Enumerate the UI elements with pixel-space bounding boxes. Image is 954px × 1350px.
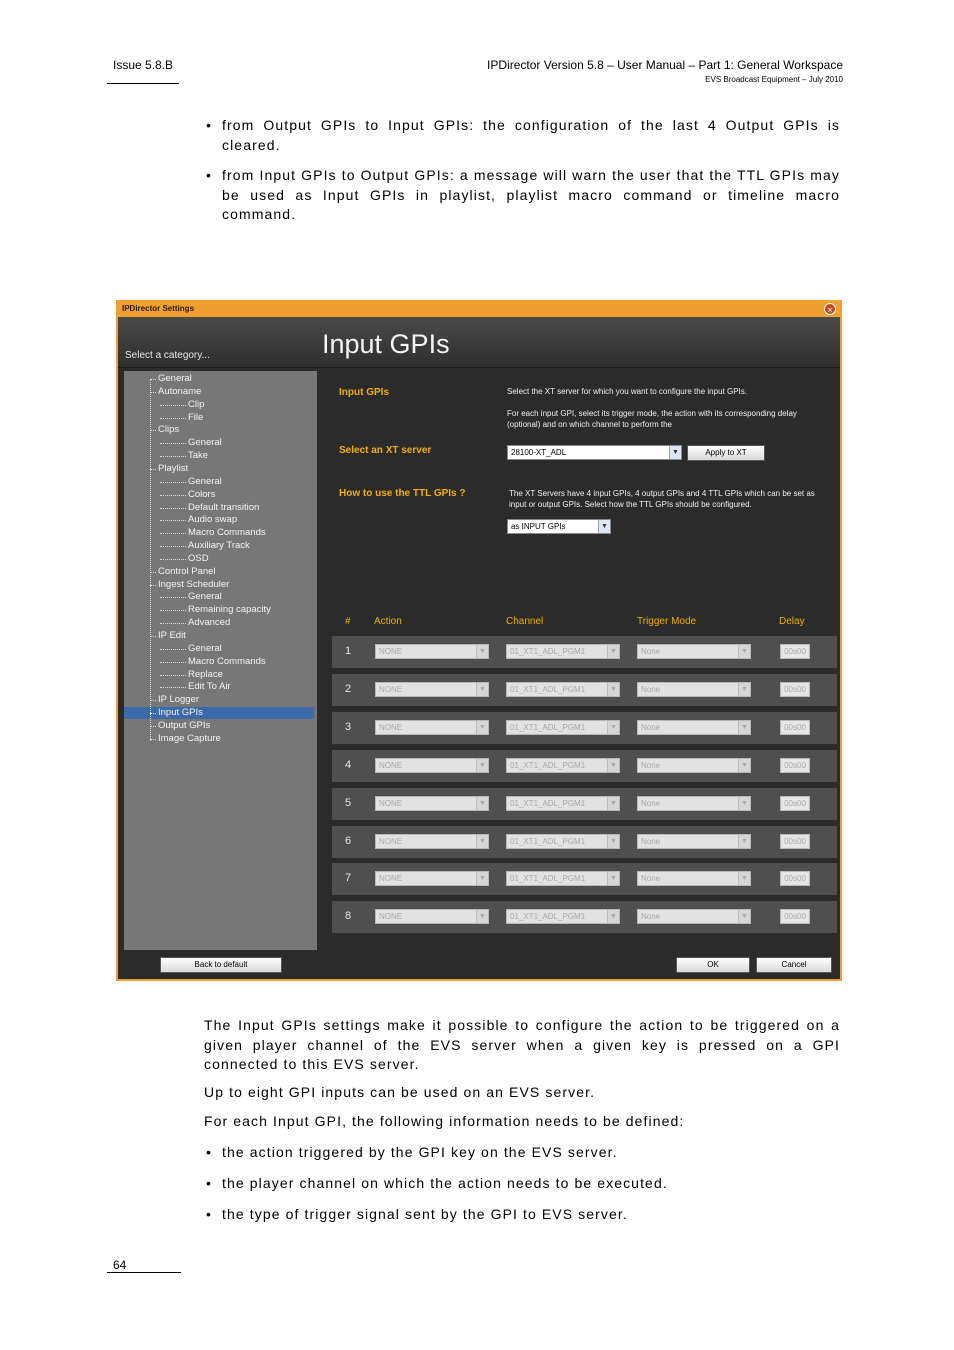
action-select-value: NONE: [379, 912, 403, 922]
tree-item[interactable]: Playlist: [158, 462, 189, 474]
channel-select-value: 01_XT1_ADL_PGM1: [510, 760, 586, 770]
tree-item[interactable]: Image Capture: [158, 732, 221, 744]
section-description-2: For each input GPI, select its trigger mode, the action with its corresponding delay (optional) and on which channel to perform the: [507, 409, 797, 429]
tree-connector: [160, 649, 186, 650]
chevron-down-icon: ▼: [607, 721, 619, 734]
gpi-number: 5: [345, 796, 352, 809]
button-bar: [118, 951, 840, 979]
channel-select-value: 01_XT1_ADL_PGM1: [510, 722, 586, 732]
tree-item[interactable]: General: [188, 475, 222, 487]
tree-connector: [160, 456, 186, 457]
chevron-down-icon: ▼: [607, 910, 619, 923]
trigger-mode-select[interactable]: [637, 909, 751, 924]
action-select[interactable]: [375, 644, 489, 659]
tree-connector: [160, 495, 186, 496]
header-rule: [107, 83, 179, 84]
chevron-down-icon: ▼: [476, 721, 488, 734]
chevron-down-icon: ▼: [738, 872, 750, 885]
trigger-mode-select[interactable]: [637, 796, 751, 811]
chevron-down-icon: ▼: [476, 872, 488, 885]
close-icon[interactable]: ×: [824, 303, 836, 315]
chevron-down-icon: ▼: [476, 910, 488, 923]
gpi-number: 7: [345, 872, 352, 885]
chevron-down-icon: ▼: [476, 759, 488, 772]
server-select[interactable]: [507, 445, 682, 460]
chevron-down-icon: ▼: [738, 683, 750, 696]
tree-item[interactable]: General: [188, 591, 222, 603]
footer-rule: [107, 1272, 181, 1273]
action-select-value: NONE: [379, 874, 403, 884]
chevron-down-icon: ▼: [738, 910, 750, 923]
intro-bullet-2: • from Input GPIs to Output GPIs: a message will warn the user that the TTL GPIs may be used as Input GPIs in playlist, playlist macro command or timeline macro command.: [204, 166, 840, 225]
tree-connector: [160, 405, 186, 406]
channel-select[interactable]: [506, 796, 620, 811]
tree-item[interactable]: Audio swap: [188, 514, 238, 526]
gpi-number: 3: [345, 720, 352, 733]
gpi-row: [332, 863, 837, 895]
chevron-down-icon: ▼: [607, 797, 619, 810]
action-select[interactable]: [375, 834, 489, 849]
settings-window: [116, 300, 842, 981]
channel-select-value: 01_XT1_ADL_PGM1: [510, 684, 586, 694]
body-paragraph-3: For each Input GPI, the following information needs to be defined:: [204, 1113, 685, 1129]
channel-select-value: 01_XT1_ADL_PGM1: [510, 912, 586, 922]
tree-connector: [160, 482, 186, 483]
action-select[interactable]: [375, 796, 489, 811]
chevron-down-icon: ▼: [738, 835, 750, 848]
gpi-number: 8: [345, 910, 352, 923]
chevron-down-icon: ▼: [476, 797, 488, 810]
tree-item[interactable]: IP Edit: [158, 630, 186, 641]
channel-select[interactable]: [506, 909, 620, 924]
category-tree[interactable]: [124, 371, 317, 950]
channel-select[interactable]: [506, 720, 620, 735]
tree-connector: [160, 418, 186, 419]
action-select-value: NONE: [379, 684, 403, 694]
header-band: [118, 317, 840, 368]
gpi-row: [332, 674, 837, 706]
tree-item[interactable]: Take: [188, 450, 209, 462]
tree-item[interactable]: Clip: [188, 398, 205, 410]
chevron-down-icon: ▼: [738, 721, 750, 734]
action-select[interactable]: [375, 682, 489, 697]
tree-connector: [160, 675, 186, 676]
settings-panel: [329, 368, 840, 951]
gpi-row: [332, 826, 837, 858]
trigger-mode-select-value: None: [641, 912, 661, 922]
trigger-mode-select[interactable]: [637, 834, 751, 849]
ttl-select[interactable]: [507, 519, 611, 534]
tree-connector: [160, 687, 186, 688]
chevron-down-icon: ▼: [598, 520, 610, 533]
section-description-1: Select the XT server for which you want to configure the input GPIs.: [507, 387, 747, 396]
delay-input[interactable]: 00s00: [780, 644, 810, 659]
trigger-mode-select[interactable]: [637, 644, 751, 659]
body-paragraph-1: The Input GPIs settings make it possible to configure the action to be triggered on a given player channel of the EVS server when a given key is pressed on a GPI connected to this EVS server.: [204, 1017, 840, 1072]
trigger-mode-select-value: None: [641, 798, 661, 808]
channel-select[interactable]: [506, 834, 620, 849]
tree-item[interactable]: Clips: [158, 424, 180, 436]
channel-select[interactable]: [506, 644, 620, 659]
gpi-row: [332, 788, 837, 820]
column-header-trigger-mode: Trigger Mode: [637, 616, 697, 627]
trigger-mode-select-value: None: [641, 647, 661, 656]
tree-item[interactable]: Input GPIs: [124, 707, 314, 719]
channel-select-value: 01_XT1_ADL_PGM1: [510, 874, 586, 884]
chevron-down-icon: ▼: [607, 872, 619, 885]
window-title: IPDirector Settings: [122, 304, 195, 313]
delay-input[interactable]: 00s00: [780, 682, 810, 697]
trigger-mode-select[interactable]: [637, 758, 751, 773]
intro-bullet-1: • from Output GPIs to Input GPIs: the configuration of the last 4 Output GPIs is cleared.: [204, 116, 840, 155]
delay-input[interactable]: 00s00: [780, 909, 810, 924]
action-select-value: NONE: [379, 798, 403, 808]
trigger-mode-select-value: None: [641, 836, 661, 846]
tree-connector: [160, 610, 186, 611]
category-prompt: Select a category...: [125, 350, 210, 361]
gpi-number: 4: [345, 758, 352, 771]
gpi-number: 2: [345, 682, 352, 695]
chevron-down-icon: ▼: [738, 759, 750, 772]
gpi-row: [332, 712, 837, 744]
page-number: 64: [113, 1258, 127, 1272]
ttl-description: The XT Servers have 4 input GPIs, 4 output GPIs and 4 TTL GPIs which can be set as input or output GPIs. Select how the TTL GPIs should be configured.: [509, 489, 815, 509]
tree-item[interactable]: OSD: [188, 552, 209, 564]
delay-input[interactable]: 00s00: [780, 720, 810, 735]
ttl-select-value: as INPUT GPIs: [511, 522, 566, 531]
tree-item[interactable]: Advanced: [188, 617, 231, 629]
body-bullet-2: • the player channel on which the action needs to be executed.: [204, 1174, 840, 1194]
tree-item[interactable]: IP Logger: [158, 694, 200, 706]
trigger-mode-select[interactable]: [637, 871, 751, 886]
chevron-down-icon: ▼: [607, 683, 619, 696]
gpi-row: [332, 636, 837, 668]
chevron-down-icon: ▼: [607, 645, 619, 658]
chevron-down-icon: ▼: [738, 797, 750, 810]
tree-item[interactable]: Macro Commands: [188, 527, 266, 539]
trigger-mode-select[interactable]: [637, 682, 751, 697]
action-select-value: NONE: [379, 760, 403, 770]
delay-input[interactable]: 00s00: [780, 758, 810, 773]
trigger-mode-select-value: None: [641, 722, 661, 732]
tree-item[interactable]: Control Panel: [158, 565, 216, 577]
gpi-row: [332, 750, 837, 782]
trigger-mode-select-value: None: [641, 760, 661, 770]
column-header-channel: Channel: [506, 616, 544, 627]
gpi-number: 6: [345, 834, 352, 847]
channel-select-value: 01_XT1_ADL_PGM1: [510, 836, 586, 846]
tree-item[interactable]: Colors: [188, 488, 216, 500]
tree-item[interactable]: File: [188, 411, 204, 423]
page-title: Input GPIs: [322, 329, 450, 359]
channel-select[interactable]: [506, 682, 620, 697]
tree-item[interactable]: General: [188, 437, 222, 449]
tree-item[interactable]: Output GPIs: [158, 719, 211, 731]
chevron-down-icon: ▼: [669, 446, 681, 459]
chevron-down-icon: ▼: [738, 645, 750, 658]
column-header-num: #: [345, 616, 351, 627]
action-select[interactable]: [375, 720, 489, 735]
apply-to-xt-button[interactable]: Apply to XT: [687, 445, 765, 461]
trigger-mode-select-value: None: [641, 684, 661, 694]
tree-connector: [160, 623, 186, 624]
tree-item[interactable]: Remaining capacity: [188, 604, 271, 616]
column-header-delay: Delay: [779, 616, 805, 627]
tree-connector: [160, 533, 186, 534]
body-paragraph-2: Up to eight GPI inputs can be used on an EVS server.: [204, 1084, 596, 1100]
tree-item[interactable]: Default transition: [188, 501, 260, 513]
chevron-down-icon: ▼: [607, 835, 619, 848]
delay-input[interactable]: 00s00: [780, 834, 810, 849]
action-select-value: NONE: [379, 647, 403, 656]
tree-trunk-line: [150, 379, 151, 741]
delay-input[interactable]: 00s00: [780, 871, 810, 886]
delay-input[interactable]: 00s00: [780, 796, 810, 811]
tree-connector: [160, 546, 186, 547]
ttl-label: How to use the TTL GPIs ?: [339, 488, 466, 499]
issue-label: Issue 5.8.B: [113, 58, 174, 72]
trigger-mode-select[interactable]: [637, 720, 751, 735]
ok-button[interactable]: OK: [676, 957, 750, 973]
channel-select[interactable]: [506, 871, 620, 886]
tree-connector: [160, 662, 186, 663]
channel-select-value: 01_XT1_ADL_PGM1: [510, 798, 586, 808]
tree-item[interactable]: Macro Commands: [188, 655, 266, 667]
tree-connector: [160, 508, 186, 509]
back-to-default-button[interactable]: Back to default: [160, 957, 282, 973]
cancel-button[interactable]: Cancel: [756, 957, 832, 973]
chevron-down-icon: ▼: [476, 835, 488, 848]
document-subtitle: EVS Broadcast Equipment – July 2010: [705, 75, 843, 84]
channel-select[interactable]: [506, 758, 620, 773]
gpi-row: [332, 901, 837, 933]
tree-item[interactable]: Edit To Air: [188, 681, 231, 693]
tree-item[interactable]: Auxiliary Track: [188, 540, 250, 552]
tree-item[interactable]: Replace: [188, 668, 223, 680]
section-label: Input GPIs: [339, 387, 389, 398]
column-header-action: Action: [374, 616, 402, 627]
tree-item[interactable]: Autoname: [158, 385, 202, 397]
document-title: IPDirector Version 5.8 – User Manual – Part 1: General Workspace: [487, 58, 843, 72]
tree-item[interactable]: General: [188, 642, 222, 654]
action-select[interactable]: [375, 909, 489, 924]
tree-connector: [160, 597, 186, 598]
tree-connector: [160, 520, 186, 521]
action-select-value: NONE: [379, 836, 403, 846]
window-titlebar: [118, 302, 840, 317]
gpi-number: 1: [345, 645, 352, 657]
body-bullet-3: • the type of trigger signal sent by the GPI to EVS server.: [204, 1205, 840, 1225]
tree-connector: [160, 443, 186, 444]
server-label: Select an XT server: [339, 445, 432, 456]
chevron-down-icon: ▼: [476, 683, 488, 696]
body-bullet-1: • the action triggered by the GPI key on the EVS server.: [204, 1143, 840, 1163]
action-select-value: NONE: [379, 722, 403, 732]
tree-connector: [160, 559, 186, 560]
document-header: [487, 58, 843, 84]
chevron-down-icon: ▼: [607, 759, 619, 772]
chevron-down-icon: ▼: [476, 645, 488, 658]
tree-item[interactable]: General: [158, 373, 192, 384]
tree-item[interactable]: Ingest Scheduler: [158, 578, 230, 590]
channel-select-value: 01_XT1_ADL_PGM1: [510, 647, 586, 656]
trigger-mode-select-value: None: [641, 874, 661, 884]
action-select[interactable]: [375, 758, 489, 773]
action-select[interactable]: [375, 871, 489, 886]
server-select-value: 28100-XT_ADL: [511, 448, 567, 457]
